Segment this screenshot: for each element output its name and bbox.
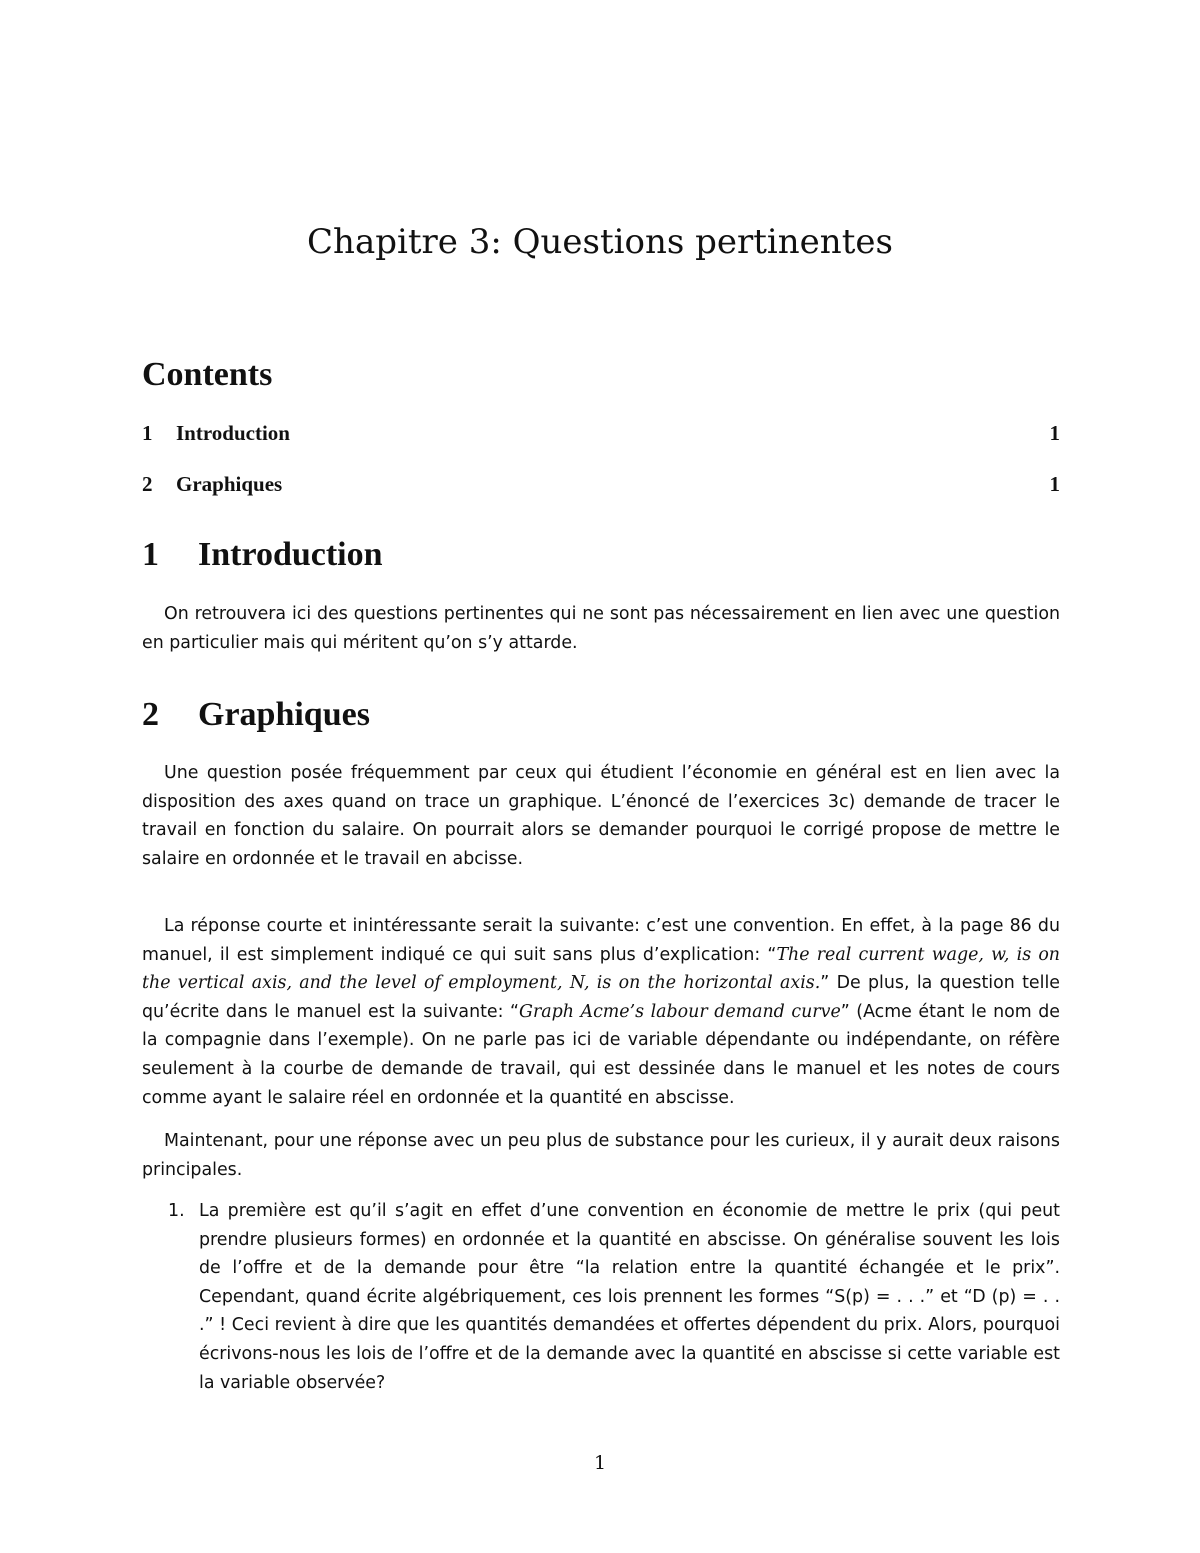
toc-entry-page: 1	[1049, 421, 1060, 445]
graphiques-paragraph-2	[142, 912, 1060, 1112]
quoted-text: The real current wage, w, is on the vertical axis, and the level of employment, N, is on the horizontal axis.	[142, 944, 1060, 994]
document-title: Chapitre 3: Questions pertinentes	[307, 222, 893, 262]
graphiques-paragraph-1: Une question posée fréquemment par ceux qui étudient l’économie en général est en lien avec la disposition des axes quand on trace un graphique. L’énoncé de l’exercices 3c) demande de tracer le travail en fonction du salaire. On pourrait alors se demander pourquoi le corrigé propose de mettre le salaire en ordonnée et le travail en abcisse.	[142, 763, 1060, 869]
list-item-text: La première est qu’il s’agit en effet d’une convention en économie de mettre le prix (qui peut prendre plusieurs formes) en ordonnée et la quantité en abscisse. On généralise souvent les lois de l’offre et de la demande pour être “la relation entre la quantité échangée et le prix”. Cependant, quand écrite algébriquement, ces lois prennent les formes “S(p) = . . .” et “D (p) = . . .” ! Ceci revient à dire que les quantités demandées et offertes dépendent du prix. Alors, pourquoi écrivons-nous les lois de l’offre et de la demande avec la quantité en abscisse si cette variable est la variable observée?	[199, 1201, 1060, 1393]
paragraph-text: ” De plus, la question telle qu’écrite dans le manuel est la suivante: “	[142, 973, 1060, 1022]
toc-entry-number: 1	[142, 421, 153, 445]
section-number: 1	[142, 536, 159, 573]
list-item-number: 1.	[168, 1201, 185, 1221]
list-item	[168, 1197, 1060, 1397]
toc-entry-introduction[interactable]	[142, 421, 1060, 446]
quoted-text: Graph Acme’s labour demand curve	[519, 1001, 841, 1022]
toc-entry-graphiques[interactable]	[142, 472, 1060, 497]
paragraph-text: La réponse courte et inintéressante serait la suivante: c’est une convention. En effet, à la page 86 du manuel, il est simplement indiqué ce qui suit sans plus d’explication: “	[142, 916, 1060, 965]
section-heading-graphiques	[142, 696, 370, 734]
page-number: 1	[593, 1452, 607, 1474]
introduction-paragraph: On retrouvera ici des questions pertinentes qui ne sont pas nécessairement en lien avec une question en particulier mais qui méritent qu’on s’y attarde.	[142, 604, 1060, 653]
toc-entry-title: Graphiques	[176, 472, 283, 496]
paragraph-text: ” (Acme étant le nom de la compagnie dans l’exemple). On ne parle pas ici de variable dépendante ou indépendante, on réfère seulement à la courbe de demande de travail, qui est dessinée dans le manuel et les notes de cours comme ayant le salaire réel en ordonnée et la quantité en abscisse.	[142, 1001, 1060, 1108]
section-title: Introduction	[198, 536, 383, 573]
toc-entry-number: 2	[142, 472, 153, 496]
toc-entry-page: 1	[1049, 472, 1060, 496]
section-number: 2	[142, 696, 159, 733]
contents-heading: Contents	[142, 356, 273, 393]
section-title: Graphiques	[198, 696, 370, 733]
toc-entry-label	[142, 472, 282, 497]
toc-entry-title: Introduction	[176, 421, 290, 445]
section-heading-introduction	[142, 536, 383, 574]
graphiques-paragraph-3: Maintenant, pour une réponse avec un peu plus de substance pour les curieux, il y aurait deux raisons principales.	[142, 1131, 1060, 1180]
toc-entry-label	[142, 421, 290, 446]
